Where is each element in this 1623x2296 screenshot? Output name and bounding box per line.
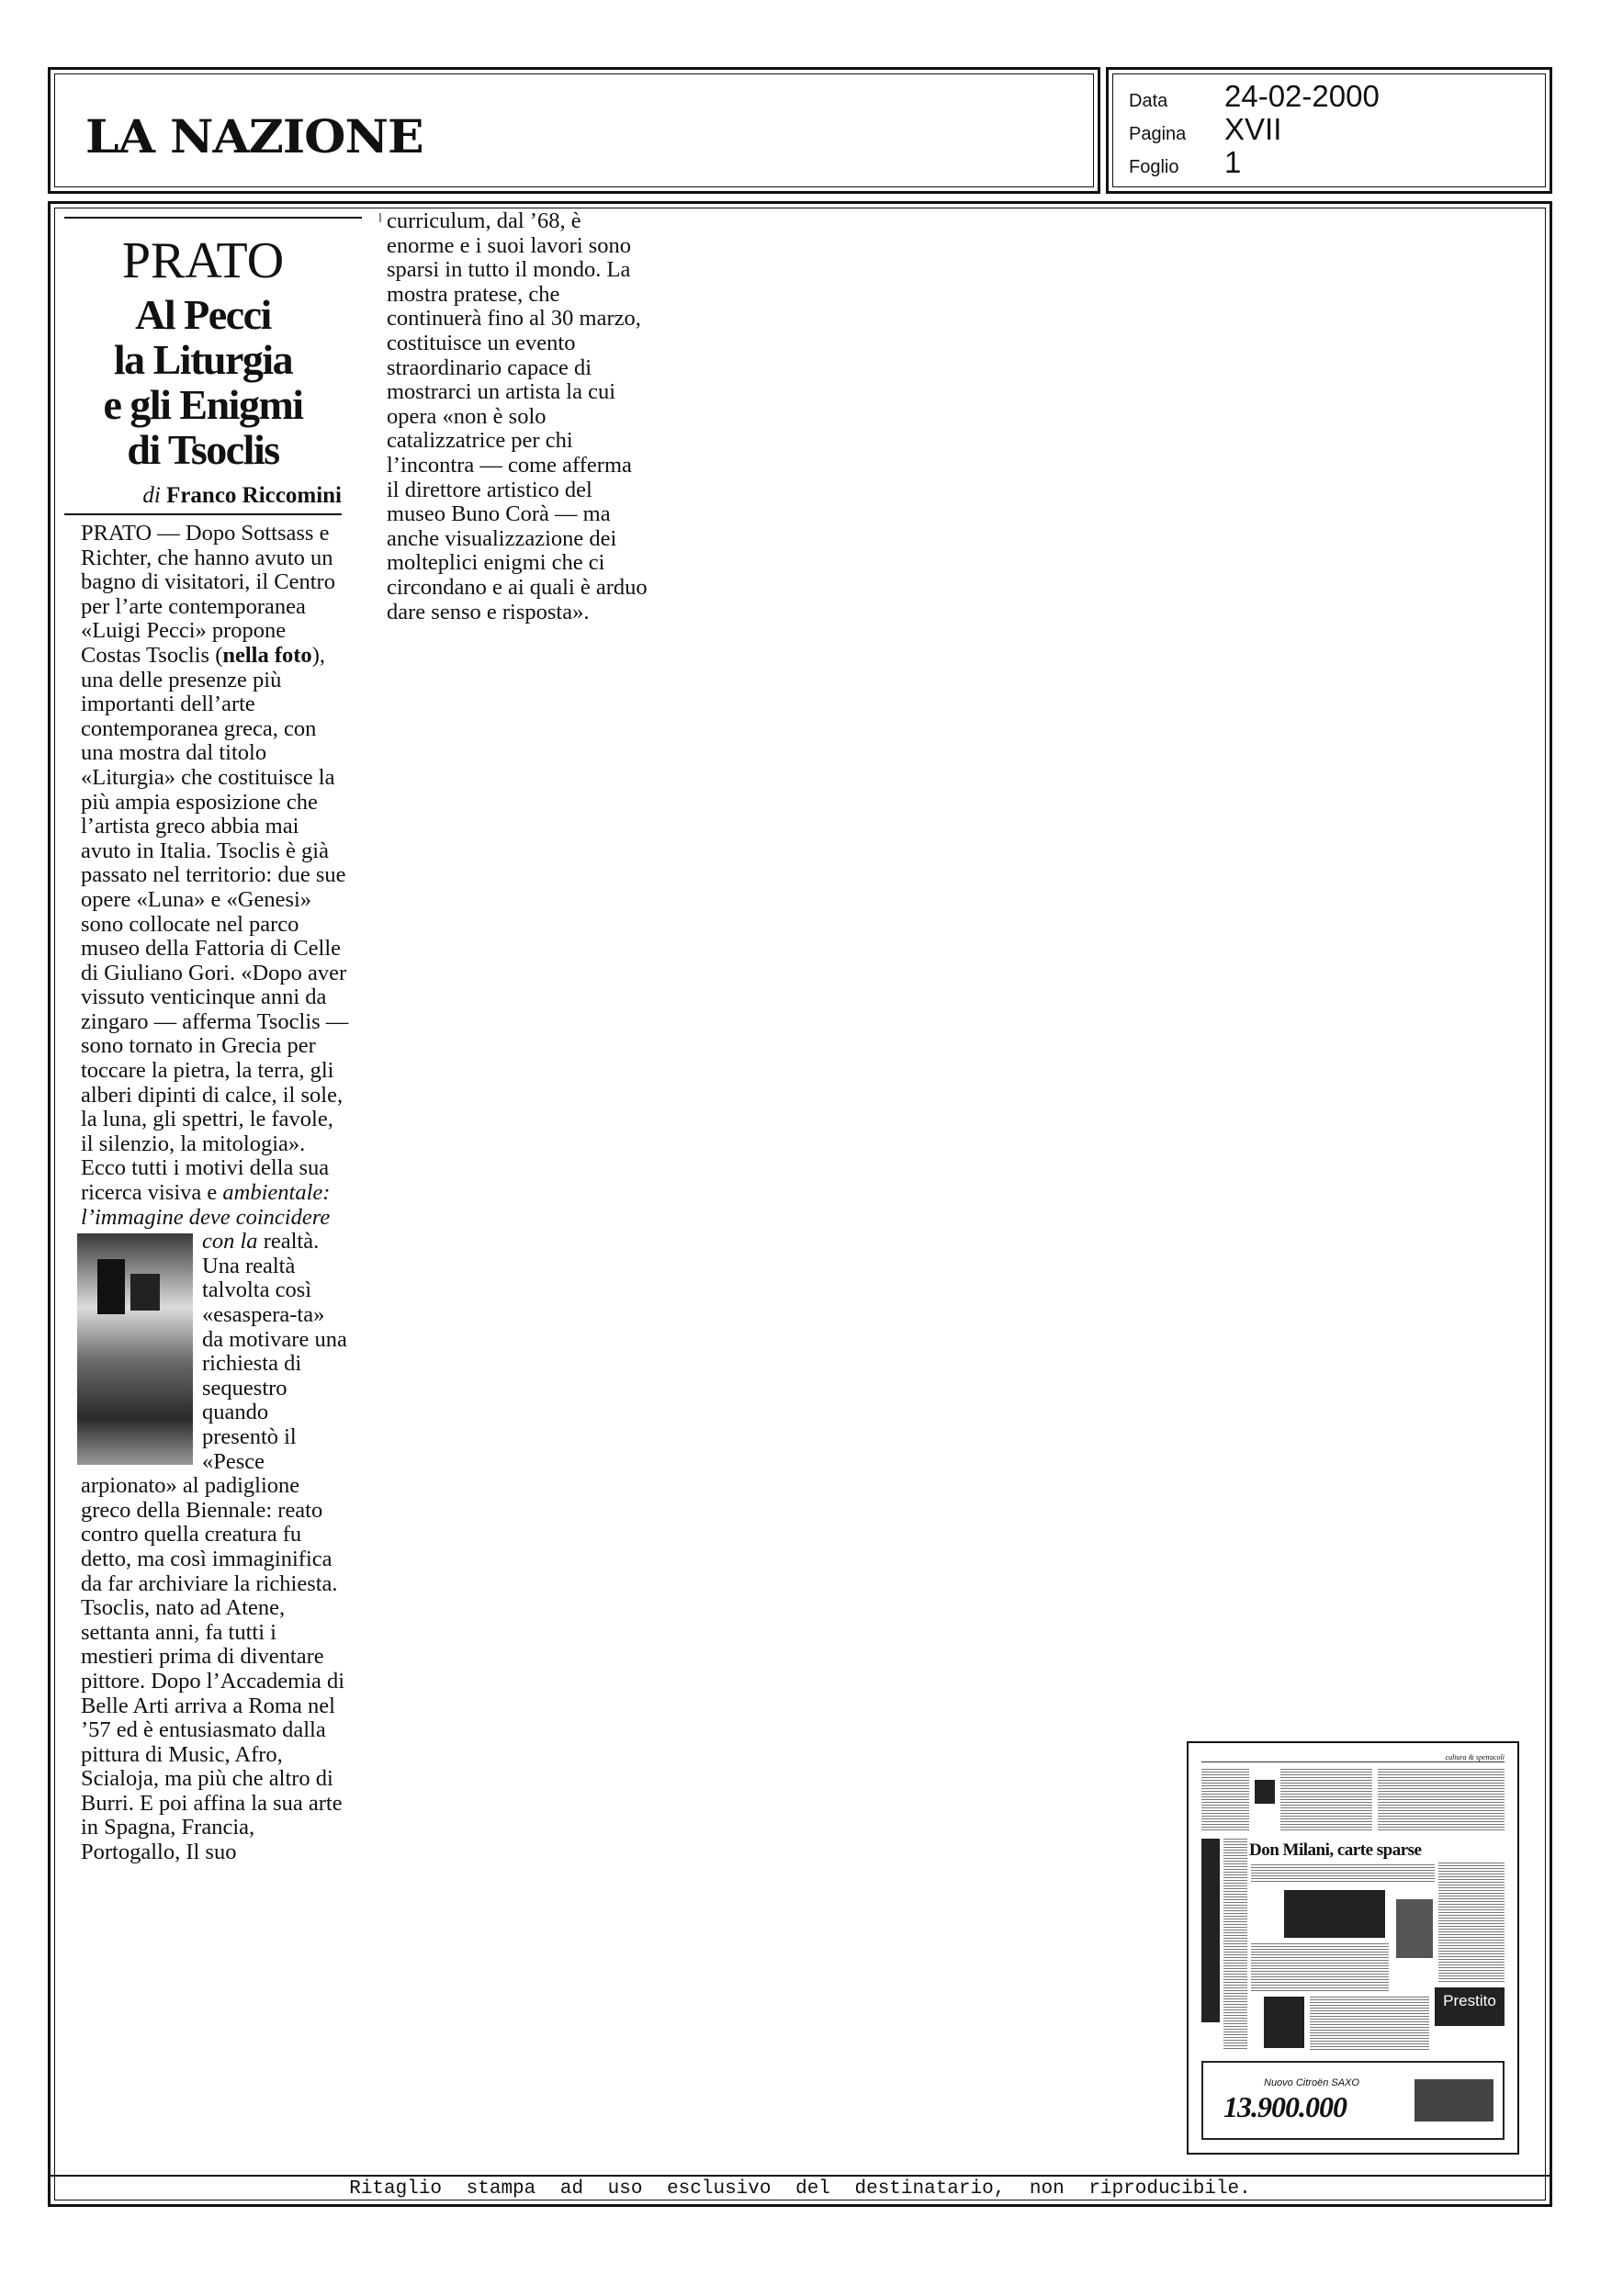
thumb-text-block bbox=[1201, 1769, 1249, 1831]
thumb-ad-model: Nuovo Citroën SAXO bbox=[1264, 2077, 1359, 2088]
article-column-1 bbox=[81, 522, 349, 1865]
meta-value: 24-02-2000 bbox=[1224, 79, 1380, 113]
article-column-2 bbox=[387, 209, 648, 625]
byline-rule bbox=[64, 513, 342, 515]
meta-label: Foglio bbox=[1129, 157, 1179, 177]
thumb-text-block bbox=[1378, 1769, 1505, 1831]
text-run: PRATO — Dopo Sottsass e Richter, che hanno avuto un bagno di visitatori, il Centro per l’arte contemporanea «Luigi Pecci» propone Costas Tsoclis ( bbox=[81, 521, 335, 668]
footer-rule bbox=[51, 2175, 1550, 2177]
article-paragraph bbox=[81, 522, 349, 1865]
thumb-ad-price: 13.900.000 bbox=[1223, 2090, 1347, 2123]
thumb-text-block bbox=[1251, 1943, 1389, 1991]
thumb-text-block bbox=[1223, 1839, 1247, 2050]
masthead-title: LA NAZIONE bbox=[85, 110, 423, 164]
thumb-car-ad bbox=[1201, 2061, 1505, 2140]
byline-author: Franco Riccomini bbox=[166, 483, 342, 508]
thumb-text-block bbox=[1280, 1769, 1372, 1831]
text-run-bold: nella foto bbox=[222, 642, 312, 668]
page-thumbnail bbox=[1187, 1741, 1519, 2155]
meta-row-page bbox=[1129, 112, 1281, 147]
footer-disclaimer: Ritaglio stampa ad uso esclusivo del destinatario, non riproducibile. bbox=[349, 2178, 1251, 2200]
thumb-portrait bbox=[1396, 1899, 1433, 1958]
article-headline: Al Pecci la Liturgia e gli Enigmi di Tsoclis bbox=[103, 291, 303, 473]
meta-row-date bbox=[1129, 79, 1380, 114]
article-paragraph: curriculum, dal ’68, è enorme e i suoi lavori sono sparsi in tutto il mondo. La mostra pratese, che continuerà fino al 30 marzo, costituisce un evento straordinario capace di mostrarci un artista la cui opera «non è solo catalizzatrice per chi l’incontra — come afferma il direttore artistico del museo Buno Corà — ma anche visualizzazione dei molteplici enigmi che ci circondano e ai quali è arduo dare senso e risposta». bbox=[387, 208, 648, 625]
thumb-text-block bbox=[1310, 1997, 1429, 2052]
meta-row-sheet bbox=[1129, 145, 1241, 180]
masthead-box bbox=[48, 67, 1100, 194]
article-byline bbox=[64, 483, 342, 509]
thumb-photo bbox=[1284, 1890, 1385, 1938]
thumb-photo bbox=[1255, 1780, 1275, 1804]
thumb-text-block bbox=[1251, 1864, 1435, 1883]
article-top-rule bbox=[64, 217, 362, 219]
article-kicker: PRATO bbox=[121, 232, 285, 289]
meta-value: 1 bbox=[1224, 145, 1242, 179]
artwork-photo bbox=[77, 1233, 193, 1465]
thumb-photo bbox=[1264, 1997, 1304, 2048]
thumb-ad-prestito: Prestito bbox=[1435, 1987, 1505, 2026]
text-run: realtà. Una realtà talvolta così «esaspera-ta» da motivare una richiesta di sequestro quando presentò il «Pesce arpionato» al padiglione greco della Biennale: reato contro quella creatura fu detto, ma così immaginifica da far archiviare la richiesta. Tsoclis, nato ad Atene, settanta anni, fa tutti i mestieri prima di diventare pittore. Dopo l’Accademia di Belle Arti arriva a Roma nel ’57 ed è entusiasmato dalla pittura di Music, Afro, Scialoja, ma più che altro di Burri. E poi affina la sua arte in Spagna, Francia, Portogallo, Il suo bbox=[81, 1229, 347, 1865]
byline-prefix: di bbox=[142, 483, 161, 508]
metadata-box bbox=[1106, 67, 1552, 194]
thumb-text-block bbox=[1438, 1863, 1505, 1982]
thumb-section-label: cultura & spettacoli bbox=[1201, 1754, 1505, 1762]
thumb-car-image bbox=[1414, 2079, 1493, 2122]
thumb-headline: Don Milani, carte sparse bbox=[1249, 1840, 1422, 1860]
thumb-side-band bbox=[1201, 1839, 1220, 2022]
meta-value: XVII bbox=[1224, 112, 1282, 146]
text-run-italic: ambientale: l’immagine deve coincidere con la bbox=[81, 1180, 331, 1255]
text-run: ), una delle presenze più importanti dell’arte contemporanea greca, con una mostra dal titolo «Liturgia» che costituisce la più ampia esposizione che l’artista greco abbia mai avuto in Italia. Tsoclis è già passato nel territorio: due sue opere «Luna» e «Genesi» sono collocate nel parco museo della Fattoria di Celle di Giuliano Gori. «Dopo aver vissuto venticinque anni da zingaro — afferma Tsoclis — sono tornato in Grecia per toccare la pietra, la terra, gli alberi dipinti di calce, il sole, la luna, gli spettri, le favole, il silenzio, la mitologia». Ecco tutti i motivi della sua ricerca visiva e bbox=[81, 642, 349, 1206]
column-marker bbox=[379, 213, 381, 222]
meta-label: Pagina bbox=[1129, 124, 1187, 144]
meta-label: Data bbox=[1129, 91, 1168, 111]
